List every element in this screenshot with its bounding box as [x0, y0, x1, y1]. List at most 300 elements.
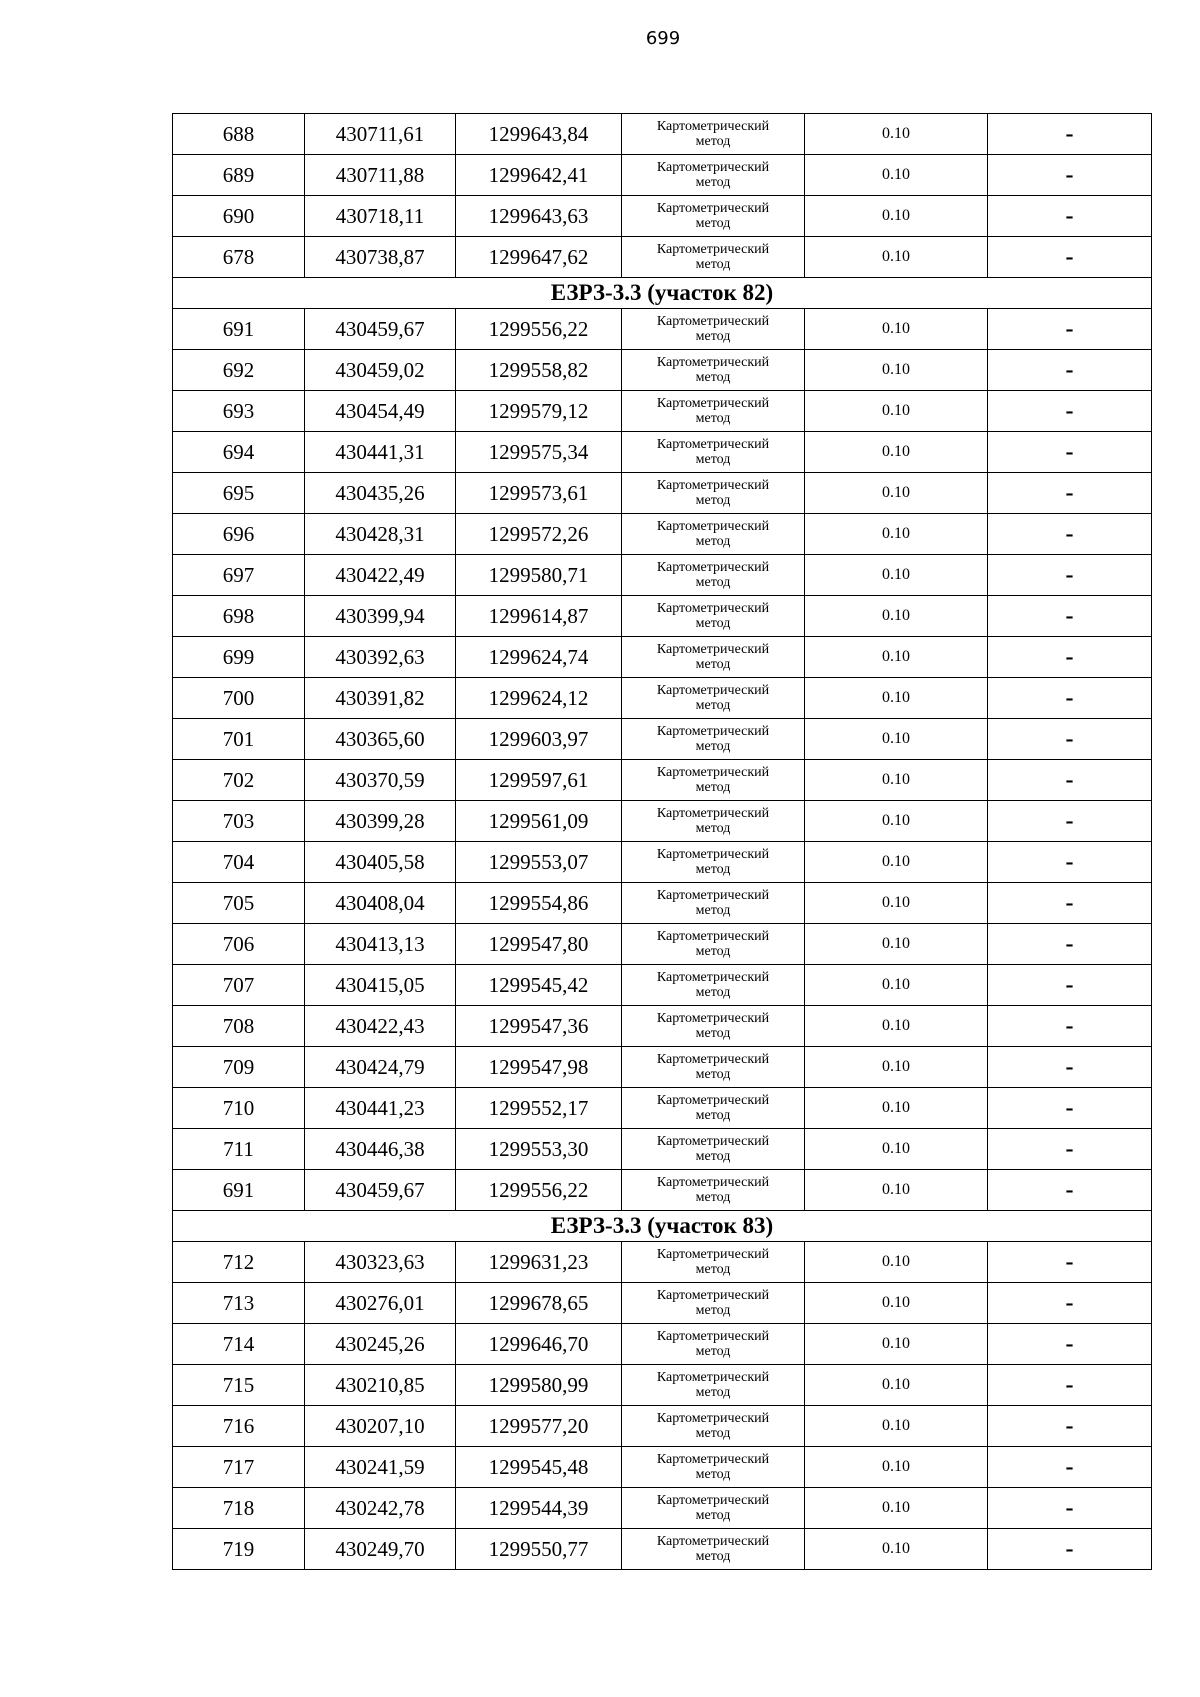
y-coordinate-cell: 1299544,39 — [456, 1488, 622, 1529]
table-row — [173, 555, 1152, 596]
accuracy-cell: 0.10 — [805, 1283, 988, 1324]
note-cell: - — [988, 1447, 1152, 1488]
method-line-1: Картометрический — [656, 970, 770, 985]
method-cell — [622, 1365, 805, 1406]
method-line-1: Картометрический — [656, 478, 770, 493]
y-coordinate-cell: 1299580,99 — [456, 1365, 622, 1406]
method-line-2: метод — [695, 493, 731, 508]
y-coordinate-cell: 1299647,62 — [456, 237, 622, 278]
accuracy-cell: 0.10 — [805, 719, 988, 760]
table-row — [173, 801, 1152, 842]
method-cell — [622, 237, 805, 278]
point-number-cell: 714 — [173, 1324, 305, 1365]
table-row — [173, 596, 1152, 637]
section-header-row — [173, 1211, 1152, 1242]
table-row — [173, 637, 1152, 678]
y-coordinate-cell: 1299572,26 — [456, 514, 622, 555]
method-line-1: Картометрический — [656, 1534, 770, 1549]
method-line-2: метод — [695, 862, 731, 877]
point-number-cell: 688 — [173, 114, 305, 155]
x-coordinate-cell: 430392,63 — [305, 637, 456, 678]
point-number-cell: 694 — [173, 432, 305, 473]
x-coordinate-cell: 430718,11 — [305, 196, 456, 237]
note-cell: - — [988, 1365, 1152, 1406]
x-coordinate-cell: 430459,67 — [305, 1170, 456, 1211]
method-line-1: Картометрический — [656, 1247, 770, 1262]
note-cell: - — [988, 432, 1152, 473]
note-cell: - — [988, 391, 1152, 432]
x-coordinate-cell: 430454,49 — [305, 391, 456, 432]
method-line-1: Картометрический — [656, 1093, 770, 1108]
method-cell — [622, 309, 805, 350]
x-coordinate-cell: 430441,31 — [305, 432, 456, 473]
method-line-1: Картометрический — [656, 1052, 770, 1067]
method-cell — [622, 1088, 805, 1129]
table-row — [173, 1283, 1152, 1324]
table-row — [173, 678, 1152, 719]
x-coordinate-cell: 430405,58 — [305, 842, 456, 883]
accuracy-cell: 0.10 — [805, 350, 988, 391]
x-coordinate-cell: 430459,02 — [305, 350, 456, 391]
x-coordinate-cell: 430408,04 — [305, 883, 456, 924]
method-line-2: метод — [695, 329, 731, 344]
x-coordinate-cell: 430415,05 — [305, 965, 456, 1006]
method-cell — [622, 1283, 805, 1324]
section-header-row — [173, 278, 1152, 309]
point-number-cell: 704 — [173, 842, 305, 883]
point-number-cell: 690 — [173, 196, 305, 237]
note-cell: - — [988, 965, 1152, 1006]
method-cell — [622, 801, 805, 842]
y-coordinate-cell: 1299556,22 — [456, 1170, 622, 1211]
method-line-1: Картометрический — [656, 1452, 770, 1467]
method-line-1: Картометрический — [656, 1288, 770, 1303]
method-line-2: метод — [695, 739, 731, 754]
method-line-1: Картометрический — [656, 160, 770, 175]
note-cell: - — [988, 842, 1152, 883]
method-line-2: метод — [695, 1508, 731, 1523]
note-cell: - — [988, 196, 1152, 237]
method-cell — [622, 719, 805, 760]
method-line-1: Картометрический — [656, 1493, 770, 1508]
point-number-cell: 701 — [173, 719, 305, 760]
y-coordinate-cell: 1299561,09 — [456, 801, 622, 842]
method-line-2: метод — [695, 411, 731, 426]
method-line-1: Картометрический — [656, 847, 770, 862]
note-cell: - — [988, 514, 1152, 555]
y-coordinate-cell: 1299603,97 — [456, 719, 622, 760]
accuracy-cell: 0.10 — [805, 1365, 988, 1406]
x-coordinate-cell: 430422,43 — [305, 1006, 456, 1047]
point-number-cell: 715 — [173, 1365, 305, 1406]
table-row — [173, 1006, 1152, 1047]
x-coordinate-cell: 430424,79 — [305, 1047, 456, 1088]
point-number-cell: 707 — [173, 965, 305, 1006]
point-number-cell: 691 — [173, 1170, 305, 1211]
accuracy-cell: 0.10 — [805, 473, 988, 514]
x-coordinate-cell: 430241,59 — [305, 1447, 456, 1488]
method-line-2: метод — [695, 985, 731, 1000]
y-coordinate-cell: 1299678,65 — [456, 1283, 622, 1324]
accuracy-cell: 0.10 — [805, 596, 988, 637]
table-row — [173, 432, 1152, 473]
method-line-2: метод — [695, 780, 731, 795]
point-number-cell: 706 — [173, 924, 305, 965]
table-row — [173, 760, 1152, 801]
y-coordinate-cell: 1299643,63 — [456, 196, 622, 237]
table-row — [173, 1170, 1152, 1211]
method-cell — [622, 1488, 805, 1529]
method-line-1: Картометрический — [656, 242, 770, 257]
accuracy-cell: 0.10 — [805, 1242, 988, 1283]
y-coordinate-cell: 1299646,70 — [456, 1324, 622, 1365]
method-line-1: Картометрический — [656, 396, 770, 411]
accuracy-cell: 0.10 — [805, 1447, 988, 1488]
accuracy-cell: 0.10 — [805, 965, 988, 1006]
table-row — [173, 842, 1152, 883]
accuracy-cell: 0.10 — [805, 924, 988, 965]
y-coordinate-cell: 1299545,48 — [456, 1447, 622, 1488]
accuracy-cell: 0.10 — [805, 801, 988, 842]
point-number-cell: 712 — [173, 1242, 305, 1283]
table-row — [173, 514, 1152, 555]
point-number-cell: 702 — [173, 760, 305, 801]
y-coordinate-cell: 1299545,42 — [456, 965, 622, 1006]
accuracy-cell: 0.10 — [805, 1488, 988, 1529]
table-row — [173, 1242, 1152, 1283]
note-cell: - — [988, 801, 1152, 842]
y-coordinate-cell: 1299552,17 — [456, 1088, 622, 1129]
note-cell: - — [988, 760, 1152, 801]
table-row — [173, 1447, 1152, 1488]
y-coordinate-cell: 1299554,86 — [456, 883, 622, 924]
note-cell: - — [988, 637, 1152, 678]
x-coordinate-cell: 430391,82 — [305, 678, 456, 719]
method-cell — [622, 1170, 805, 1211]
note-cell: - — [988, 596, 1152, 637]
table-row — [173, 473, 1152, 514]
method-line-2: метод — [695, 175, 731, 190]
note-cell: - — [988, 555, 1152, 596]
y-coordinate-cell: 1299547,80 — [456, 924, 622, 965]
point-number-cell: 708 — [173, 1006, 305, 1047]
method-line-2: метод — [695, 1262, 731, 1277]
table-row — [173, 719, 1152, 760]
method-cell — [622, 1324, 805, 1365]
method-cell — [622, 155, 805, 196]
method-cell — [622, 637, 805, 678]
method-line-1: Картометрический — [656, 1411, 770, 1426]
method-line-1: Картометрический — [656, 1134, 770, 1149]
method-cell — [622, 965, 805, 1006]
x-coordinate-cell: 430435,26 — [305, 473, 456, 514]
table-row — [173, 350, 1152, 391]
x-coordinate-cell: 430207,10 — [305, 1406, 456, 1447]
accuracy-cell: 0.10 — [805, 555, 988, 596]
x-coordinate-cell: 430446,38 — [305, 1129, 456, 1170]
y-coordinate-cell: 1299547,36 — [456, 1006, 622, 1047]
method-line-2: метод — [695, 616, 731, 631]
method-line-2: метод — [695, 1549, 731, 1564]
method-line-1: Картометрический — [656, 355, 770, 370]
table-row — [173, 196, 1152, 237]
method-line-1: Картометрический — [656, 929, 770, 944]
table-row — [173, 883, 1152, 924]
section-title: ЕЗРЗ-3.3 (участок 82) — [173, 278, 1152, 309]
y-coordinate-cell: 1299573,61 — [456, 473, 622, 514]
method-cell — [622, 1529, 805, 1570]
accuracy-cell: 0.10 — [805, 1129, 988, 1170]
point-number-cell: 717 — [173, 1447, 305, 1488]
y-coordinate-cell: 1299624,12 — [456, 678, 622, 719]
method-line-1: Картометрический — [656, 724, 770, 739]
point-number-cell: 719 — [173, 1529, 305, 1570]
method-cell — [622, 555, 805, 596]
method-line-1: Картометрический — [656, 765, 770, 780]
point-number-cell: 710 — [173, 1088, 305, 1129]
x-coordinate-cell: 430365,60 — [305, 719, 456, 760]
accuracy-cell: 0.10 — [805, 760, 988, 801]
accuracy-cell: 0.10 — [805, 842, 988, 883]
method-line-1: Картометрический — [656, 601, 770, 616]
table-row — [173, 1529, 1152, 1570]
x-coordinate-cell: 430738,87 — [305, 237, 456, 278]
point-number-cell: 699 — [173, 637, 305, 678]
method-line-2: метод — [695, 1149, 731, 1164]
accuracy-cell: 0.10 — [805, 514, 988, 555]
table-row — [173, 155, 1152, 196]
note-cell: - — [988, 155, 1152, 196]
method-cell — [622, 1047, 805, 1088]
point-number-cell: 705 — [173, 883, 305, 924]
note-cell: - — [988, 678, 1152, 719]
table-row — [173, 1047, 1152, 1088]
method-line-2: метод — [695, 1385, 731, 1400]
page-number: 699 — [645, 28, 681, 49]
y-coordinate-cell: 1299553,30 — [456, 1129, 622, 1170]
accuracy-cell: 0.10 — [805, 1324, 988, 1365]
method-line-1: Картометрический — [656, 683, 770, 698]
y-coordinate-cell: 1299624,74 — [456, 637, 622, 678]
method-cell — [622, 1447, 805, 1488]
accuracy-cell: 0.10 — [805, 1170, 988, 1211]
note-cell: - — [988, 1088, 1152, 1129]
note-cell: - — [988, 1283, 1152, 1324]
method-line-1: Картометрический — [656, 519, 770, 534]
note-cell: - — [988, 1047, 1152, 1088]
method-line-1: Картометрический — [656, 806, 770, 821]
x-coordinate-cell: 430399,28 — [305, 801, 456, 842]
table-row — [173, 924, 1152, 965]
y-coordinate-cell: 1299575,34 — [456, 432, 622, 473]
y-coordinate-cell: 1299553,07 — [456, 842, 622, 883]
point-number-cell: 716 — [173, 1406, 305, 1447]
table-row — [173, 965, 1152, 1006]
method-line-2: метод — [695, 257, 731, 272]
method-line-1: Картометрический — [656, 1175, 770, 1190]
y-coordinate-cell: 1299580,71 — [456, 555, 622, 596]
accuracy-cell: 0.10 — [805, 1406, 988, 1447]
note-cell: - — [988, 1488, 1152, 1529]
method-cell — [622, 1006, 805, 1047]
accuracy-cell: 0.10 — [805, 237, 988, 278]
method-line-2: метод — [695, 1426, 731, 1441]
method-cell — [622, 596, 805, 637]
method-line-2: метод — [695, 370, 731, 385]
table-row — [173, 237, 1152, 278]
note-cell: - — [988, 1324, 1152, 1365]
accuracy-cell: 0.10 — [805, 1047, 988, 1088]
method-line-1: Картометрический — [656, 437, 770, 452]
y-coordinate-cell: 1299643,84 — [456, 114, 622, 155]
table-row — [173, 1365, 1152, 1406]
table-row — [173, 1324, 1152, 1365]
method-line-2: метод — [695, 452, 731, 467]
note-cell: - — [988, 883, 1152, 924]
method-cell — [622, 473, 805, 514]
x-coordinate-cell: 430210,85 — [305, 1365, 456, 1406]
table-row — [173, 114, 1152, 155]
coordinates-table — [172, 113, 1152, 1570]
method-line-2: метод — [695, 657, 731, 672]
y-coordinate-cell: 1299550,77 — [456, 1529, 622, 1570]
accuracy-cell: 0.10 — [805, 114, 988, 155]
accuracy-cell: 0.10 — [805, 1529, 988, 1570]
method-cell — [622, 1406, 805, 1447]
method-cell — [622, 432, 805, 473]
accuracy-cell: 0.10 — [805, 637, 988, 678]
accuracy-cell: 0.10 — [805, 391, 988, 432]
section-title: ЕЗРЗ-3.3 (участок 83) — [173, 1211, 1152, 1242]
method-line-1: Картометрический — [656, 201, 770, 216]
table-row — [173, 1088, 1152, 1129]
table-row — [173, 1406, 1152, 1447]
y-coordinate-cell: 1299547,98 — [456, 1047, 622, 1088]
method-cell — [622, 350, 805, 391]
table-row — [173, 1488, 1152, 1529]
method-line-1: Картометрический — [656, 1011, 770, 1026]
method-cell — [622, 196, 805, 237]
method-line-2: метод — [695, 944, 731, 959]
y-coordinate-cell: 1299577,20 — [456, 1406, 622, 1447]
method-line-2: метод — [695, 1303, 731, 1318]
note-cell: - — [988, 114, 1152, 155]
point-number-cell: 695 — [173, 473, 305, 514]
note-cell: - — [988, 309, 1152, 350]
accuracy-cell: 0.10 — [805, 1088, 988, 1129]
x-coordinate-cell: 430370,59 — [305, 760, 456, 801]
method-cell — [622, 760, 805, 801]
method-cell — [622, 842, 805, 883]
note-cell: - — [988, 1242, 1152, 1283]
note-cell: - — [988, 719, 1152, 760]
y-coordinate-cell: 1299579,12 — [456, 391, 622, 432]
y-coordinate-cell: 1299631,23 — [456, 1242, 622, 1283]
note-cell: - — [988, 1006, 1152, 1047]
x-coordinate-cell: 430413,13 — [305, 924, 456, 965]
x-coordinate-cell: 430249,70 — [305, 1529, 456, 1570]
method-line-2: метод — [695, 1190, 731, 1205]
method-line-2: метод — [695, 134, 731, 149]
x-coordinate-cell: 430459,67 — [305, 309, 456, 350]
point-number-cell: 692 — [173, 350, 305, 391]
note-cell: - — [988, 924, 1152, 965]
method-line-2: метод — [695, 1067, 731, 1082]
accuracy-cell: 0.10 — [805, 678, 988, 719]
method-cell — [622, 1129, 805, 1170]
x-coordinate-cell: 430245,26 — [305, 1324, 456, 1365]
method-line-2: метод — [695, 821, 731, 836]
method-cell — [622, 678, 805, 719]
method-line-2: метод — [695, 698, 731, 713]
x-coordinate-cell: 430441,23 — [305, 1088, 456, 1129]
point-number-cell: 697 — [173, 555, 305, 596]
method-line-2: метод — [695, 1344, 731, 1359]
method-cell — [622, 924, 805, 965]
y-coordinate-cell: 1299558,82 — [456, 350, 622, 391]
x-coordinate-cell: 430711,88 — [305, 155, 456, 196]
note-cell: - — [988, 1170, 1152, 1211]
point-number-cell: 691 — [173, 309, 305, 350]
accuracy-cell: 0.10 — [805, 432, 988, 473]
x-coordinate-cell: 430422,49 — [305, 555, 456, 596]
point-number-cell: 700 — [173, 678, 305, 719]
point-number-cell: 698 — [173, 596, 305, 637]
note-cell: - — [988, 1529, 1152, 1570]
table-row — [173, 391, 1152, 432]
note-cell: - — [988, 1129, 1152, 1170]
note-cell: - — [988, 1406, 1152, 1447]
x-coordinate-cell: 430711,61 — [305, 114, 456, 155]
method-line-2: метод — [695, 216, 731, 231]
method-cell — [622, 391, 805, 432]
point-number-cell: 693 — [173, 391, 305, 432]
point-number-cell: 703 — [173, 801, 305, 842]
coordinates-table-body — [173, 114, 1152, 1570]
table-row — [173, 309, 1152, 350]
method-line-2: метод — [695, 1467, 731, 1482]
method-line-2: метод — [695, 534, 731, 549]
y-coordinate-cell: 1299614,87 — [456, 596, 622, 637]
y-coordinate-cell: 1299556,22 — [456, 309, 622, 350]
point-number-cell: 709 — [173, 1047, 305, 1088]
y-coordinate-cell: 1299597,61 — [456, 760, 622, 801]
accuracy-cell: 0.10 — [805, 1006, 988, 1047]
point-number-cell: 711 — [173, 1129, 305, 1170]
method-cell — [622, 1242, 805, 1283]
note-cell: - — [988, 473, 1152, 514]
method-line-1: Картометрический — [656, 1370, 770, 1385]
note-cell: - — [988, 350, 1152, 391]
x-coordinate-cell: 430323,63 — [305, 1242, 456, 1283]
accuracy-cell: 0.10 — [805, 196, 988, 237]
point-number-cell: 678 — [173, 237, 305, 278]
point-number-cell: 718 — [173, 1488, 305, 1529]
x-coordinate-cell: 430399,94 — [305, 596, 456, 637]
method-line-2: метод — [695, 1026, 731, 1041]
accuracy-cell: 0.10 — [805, 309, 988, 350]
method-line-1: Картометрический — [656, 642, 770, 657]
method-line-2: метод — [695, 575, 731, 590]
table-row — [173, 1129, 1152, 1170]
y-coordinate-cell: 1299642,41 — [456, 155, 622, 196]
point-number-cell: 713 — [173, 1283, 305, 1324]
method-cell — [622, 514, 805, 555]
accuracy-cell: 0.10 — [805, 155, 988, 196]
method-line-1: Картометрический — [656, 888, 770, 903]
method-cell — [622, 883, 805, 924]
method-line-2: метод — [695, 1108, 731, 1123]
